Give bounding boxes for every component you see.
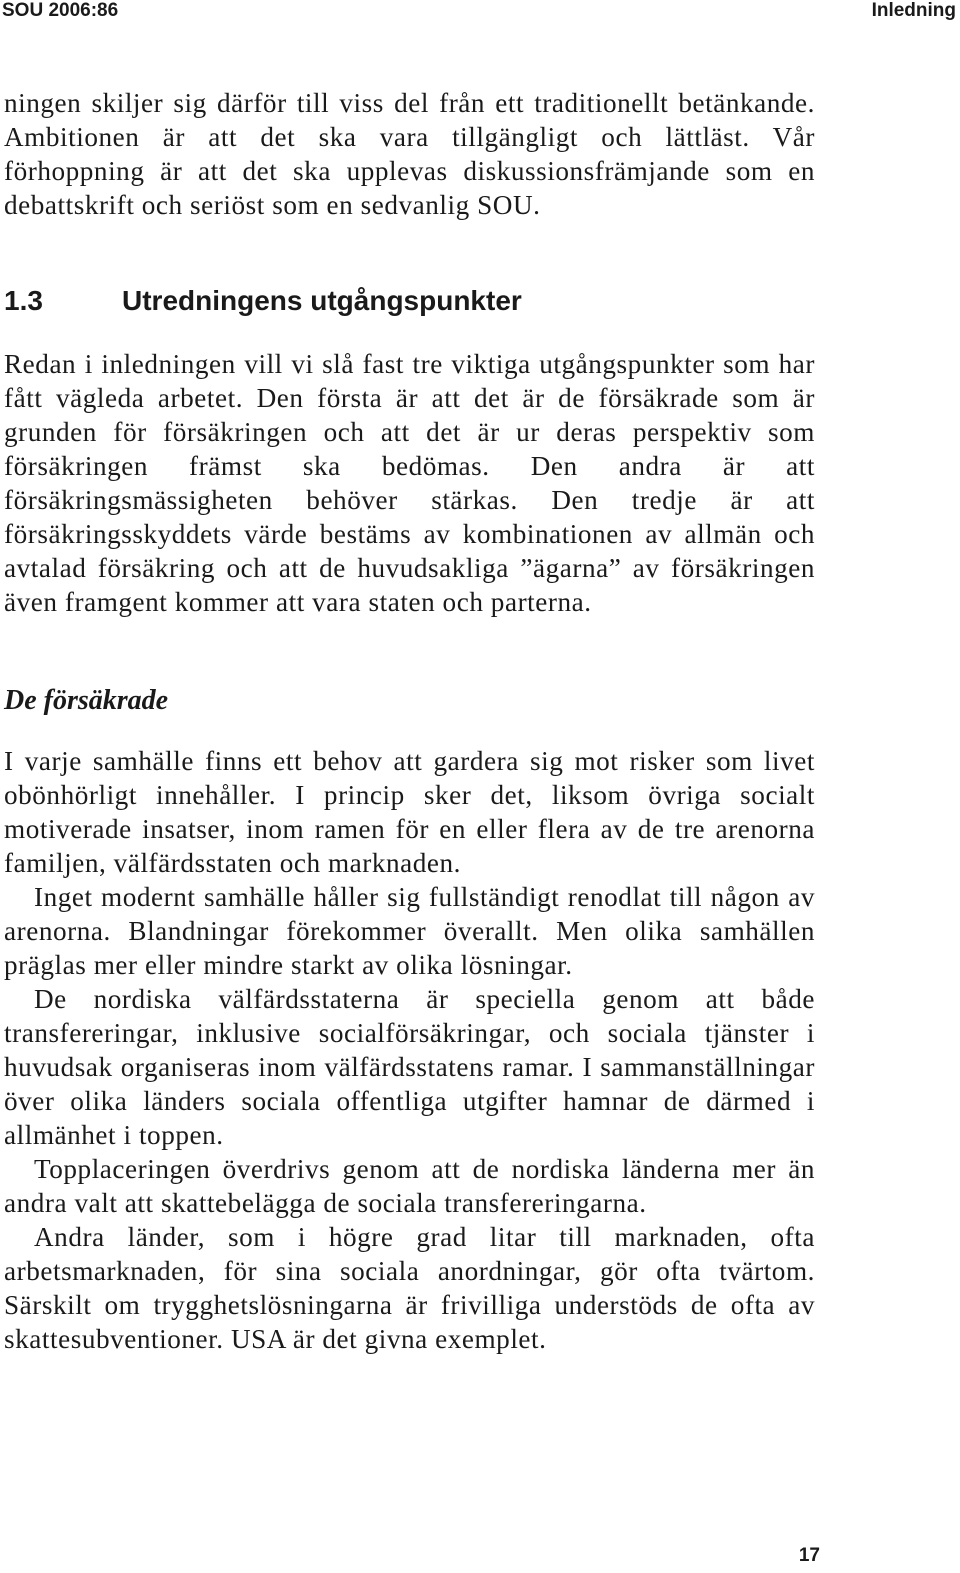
- paragraph-5: Andra länder, som i högre grad litar till marknaden, ofta arbetsmarknaden, för sina sociala anordningar, gör ofta tvärtom. Särskilt om trygghetslösningarna är frivilliga understöds de ofta av skattesubventioner. USA är det givna exemplet.: [4, 1222, 815, 1354]
- paragraph-3: De nordiska välfärdsstaterna är speciella genom att både transfereringar, inklusive socialförsäkringar, och sociala tjänster i huvudsak organiseras inom välfärdsstatens ramar. I sammanställningar över olika länders sociala offentliga utgifter hamnar de därmed i allmänhet i toppen.: [4, 984, 815, 1150]
- section-heading: [4, 285, 522, 317]
- chapter-title: Inledning: [871, 0, 956, 21]
- section-number: 1.3: [4, 285, 43, 316]
- running-header: [0, 0, 960, 24]
- section-title: Utredningens utgångspunkter: [122, 285, 522, 316]
- section-paragraph: Redan i inledningen vill vi slå fast tre viktiga utgångspunkter som har fått vägleda arbetet. Den första är att det är de försäkrade som är grunden för försäkringen och att det är ur deras perspektiv som försäkringen främst ska bedömas. Den andra är att försäkringsmässigheten behöver stärkas. Den tredje är att försäkringsskyddets värde bestäms av kombinationen av allmän och avtalad försäkring och att de huvudsakliga ”ägarna” av försäkringen även framgent kommer att vara staten och parterna.: [4, 349, 815, 617]
- subsection-heading: De försäkrade: [4, 685, 169, 716]
- paragraph-1: I varje samhälle finns ett behov att gardera sig mot risker som livet obönhörligt innehåller. I princip sker det, liksom övriga socialt motiverade insatser, inom ramen för en eller flera av de tre arenorna familjen, välfärdsstaten och marknaden.: [4, 746, 815, 878]
- report-id: SOU 2006:86: [2, 0, 119, 21]
- paragraph-2: Inget modernt samhälle håller sig fullständigt renodlat till någon av arenorna. Blandningar förekommer överallt. Men olika samhällen präglas mer eller mindre starkt av olika lösningar.: [4, 882, 815, 980]
- intro-paragraph: ningen skiljer sig därför till viss del från ett traditionellt betänkande. Ambitionen är att det ska vara tillgängligt och lättläst. Vår förhoppning är att det ska upplevas diskussionsfrämjande som en debattskrift och seriöst som en sedvanlig SOU.: [4, 88, 815, 220]
- page-number: 17: [798, 1545, 820, 1566]
- paragraph-4: Topplaceringen överdrivs genom att de nordiska länderna mer än andra valt att skattebelägga de sociala transfereringarna.: [4, 1154, 815, 1218]
